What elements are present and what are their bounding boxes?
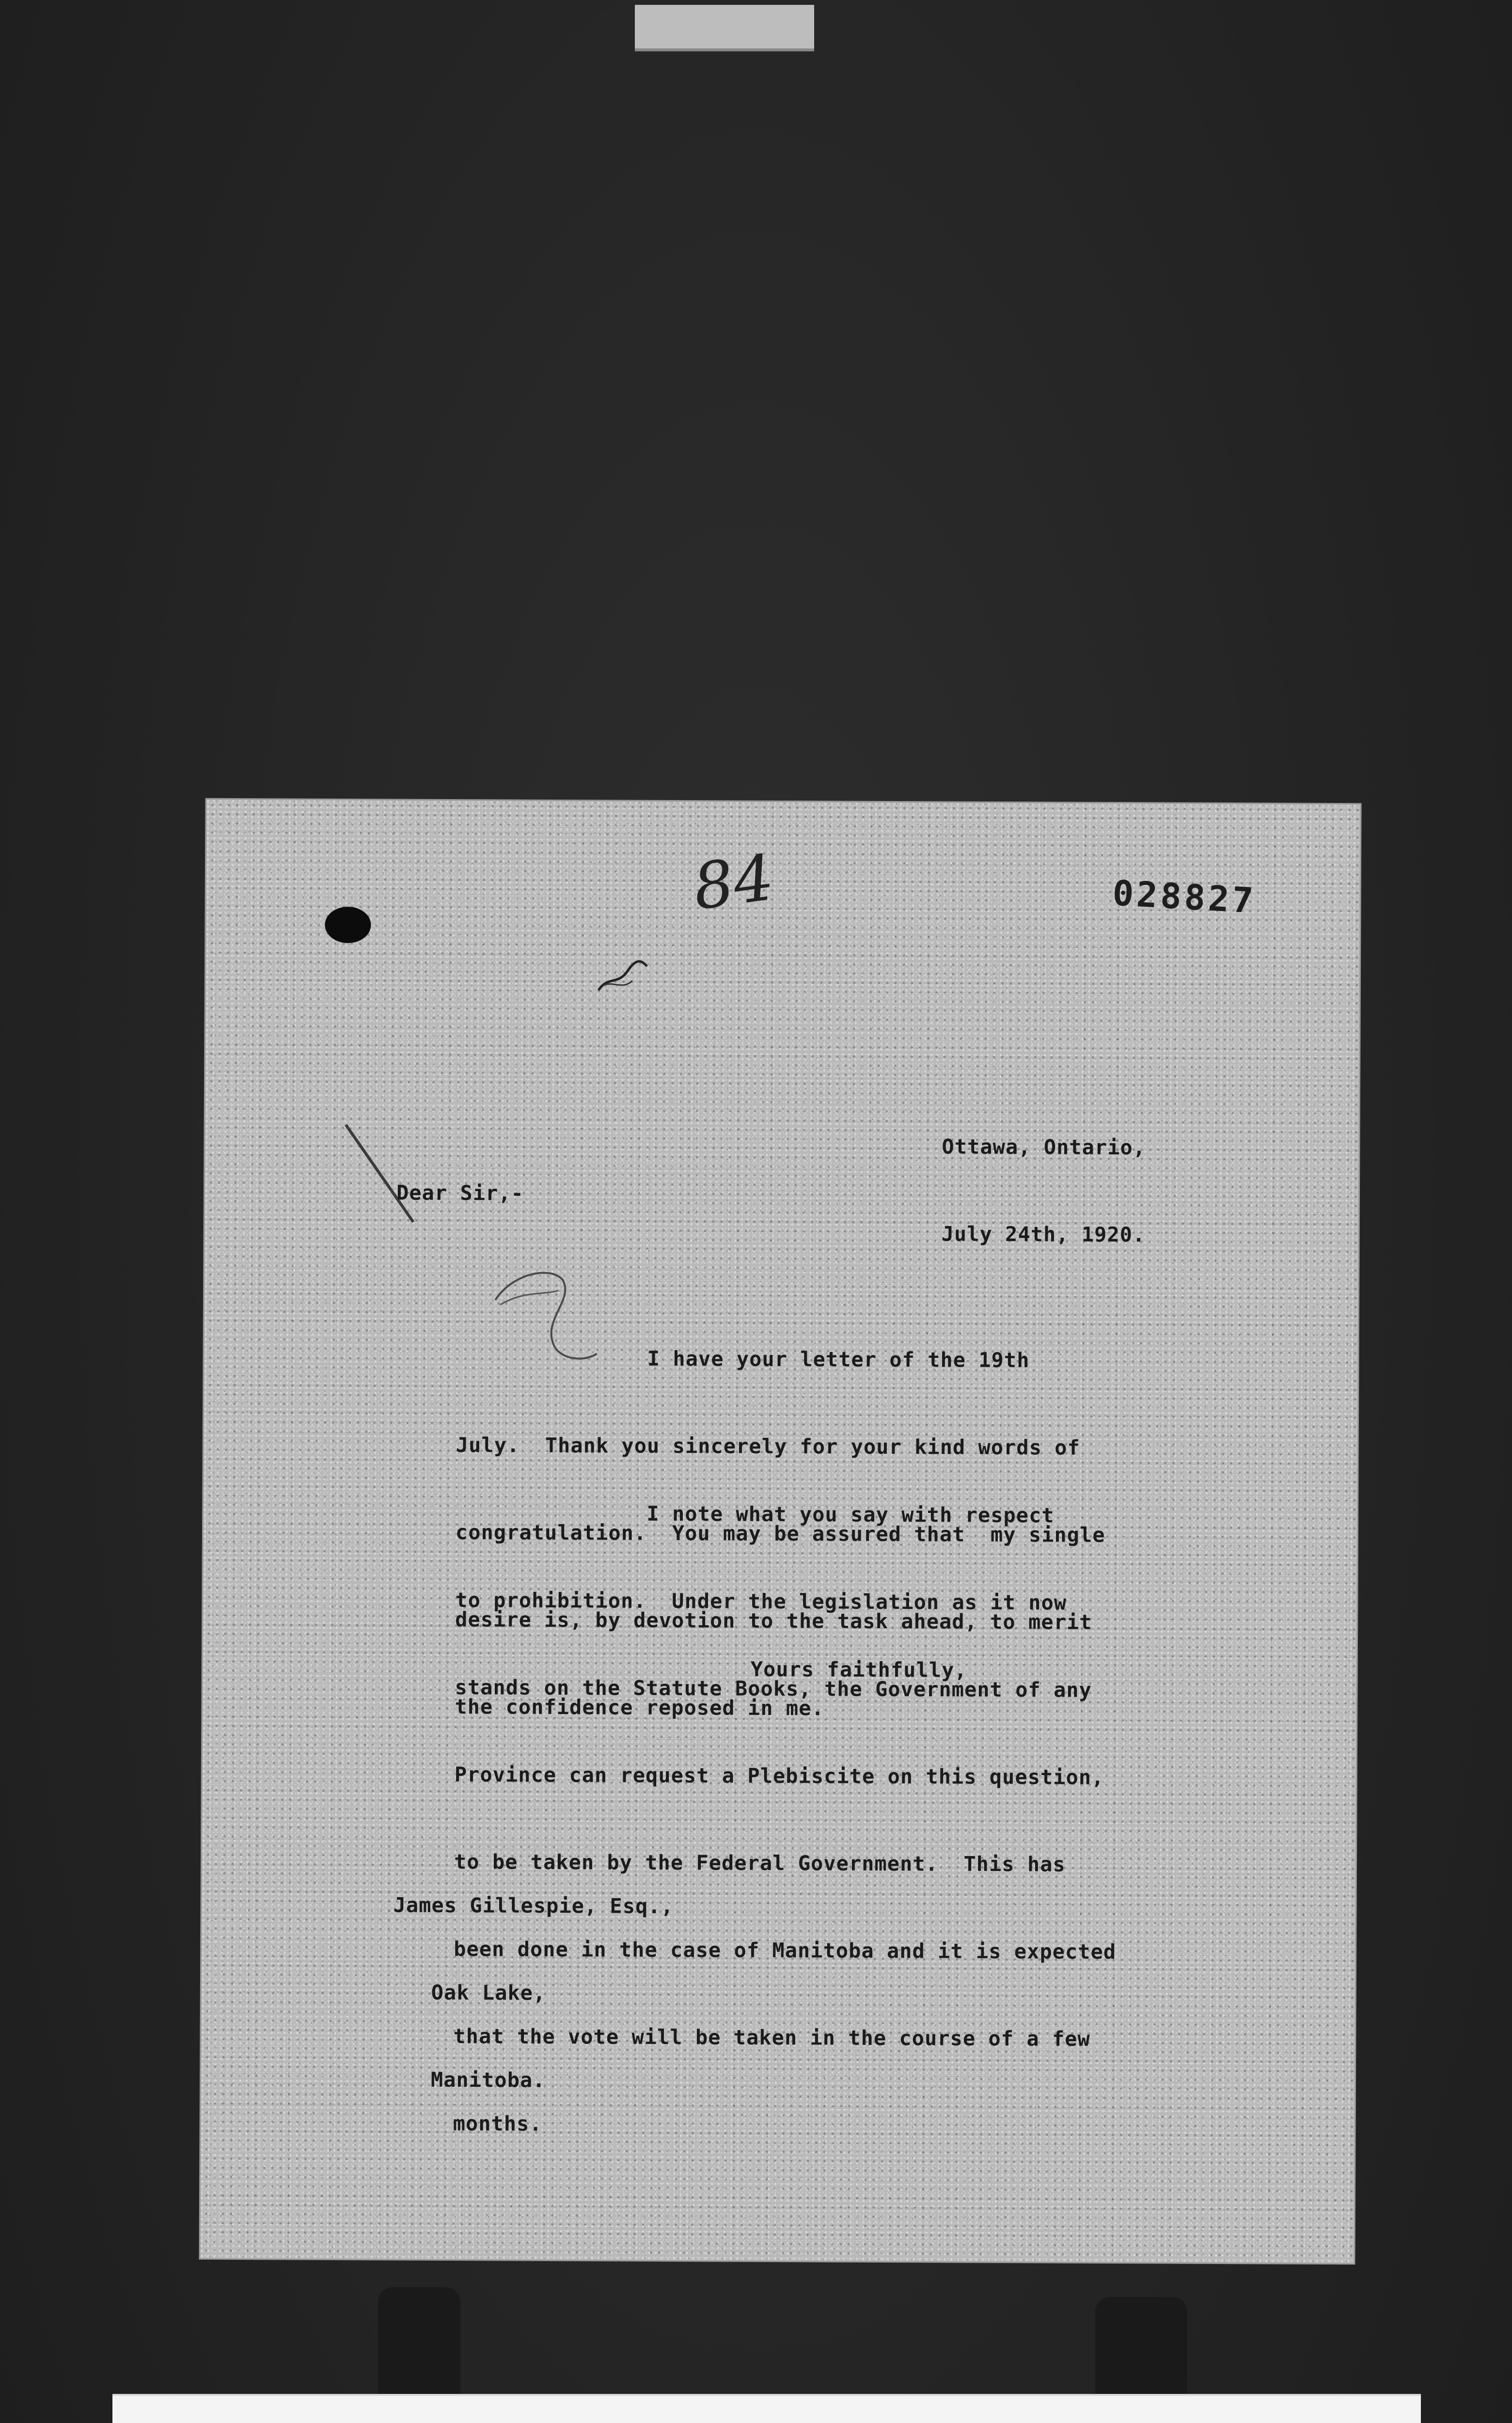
letter-sheet <box>200 800 1360 2263</box>
recipient-name: James Gillespie, Esq., <box>393 1893 674 1919</box>
paragraph-line: Province can request a Plebiscite on this question, <box>454 1762 1104 1789</box>
pen-mark <box>594 956 652 995</box>
paragraph-line: stands on the Statute Books, the Government of any <box>455 1675 1092 1702</box>
top-film-tab <box>635 5 814 51</box>
paragraph-line: July. Thank you sincerely for your kind words of <box>456 1433 1080 1460</box>
stamped-document-number: 028827 <box>1111 872 1257 921</box>
recipient-province: Manitoba. <box>392 2067 546 2092</box>
paragraph-line: I note what you say with respect <box>456 1501 1055 1527</box>
closing: Yours faithfully, <box>750 1657 967 1682</box>
date-line-place: Ottawa, Ontario, <box>942 1134 1146 1160</box>
date-line-date: July 24th, 1920. <box>941 1222 1146 1247</box>
date-block <box>941 1074 1146 1307</box>
handwritten-page-number: 84 <box>689 840 778 925</box>
paragraph-line: desire is, by devotion to the task ahead, to merit <box>455 1607 1092 1634</box>
archive-label-card <box>112 2394 1421 2423</box>
paragraph-line: that the vote will be taken in the course of a few <box>453 2024 1090 2051</box>
paragraph-line: I have your letter of the 19th <box>456 1346 1030 1372</box>
salutation: Dear Sir,- <box>396 1180 524 1205</box>
recipient-address <box>392 1833 674 2154</box>
pencil-tick-mark <box>341 1120 419 1227</box>
recipient-town: Oak Lake, <box>393 1980 546 2005</box>
paragraph-line: congratulation. You may be assured that my single <box>455 1520 1105 1547</box>
paragraph-line: to prohibition. Under the legislation as it now <box>455 1588 1067 1615</box>
paragraph-line: months. <box>453 2111 542 2136</box>
paragraph-line: to be taken by the Federal Government. This has <box>454 1850 1066 1876</box>
punch-hole <box>325 907 371 943</box>
paragraph-line: the confidence reposed in me. <box>455 1695 824 1720</box>
paragraph-line: been done in the case of Manitoba and it is expected <box>454 1937 1117 1964</box>
